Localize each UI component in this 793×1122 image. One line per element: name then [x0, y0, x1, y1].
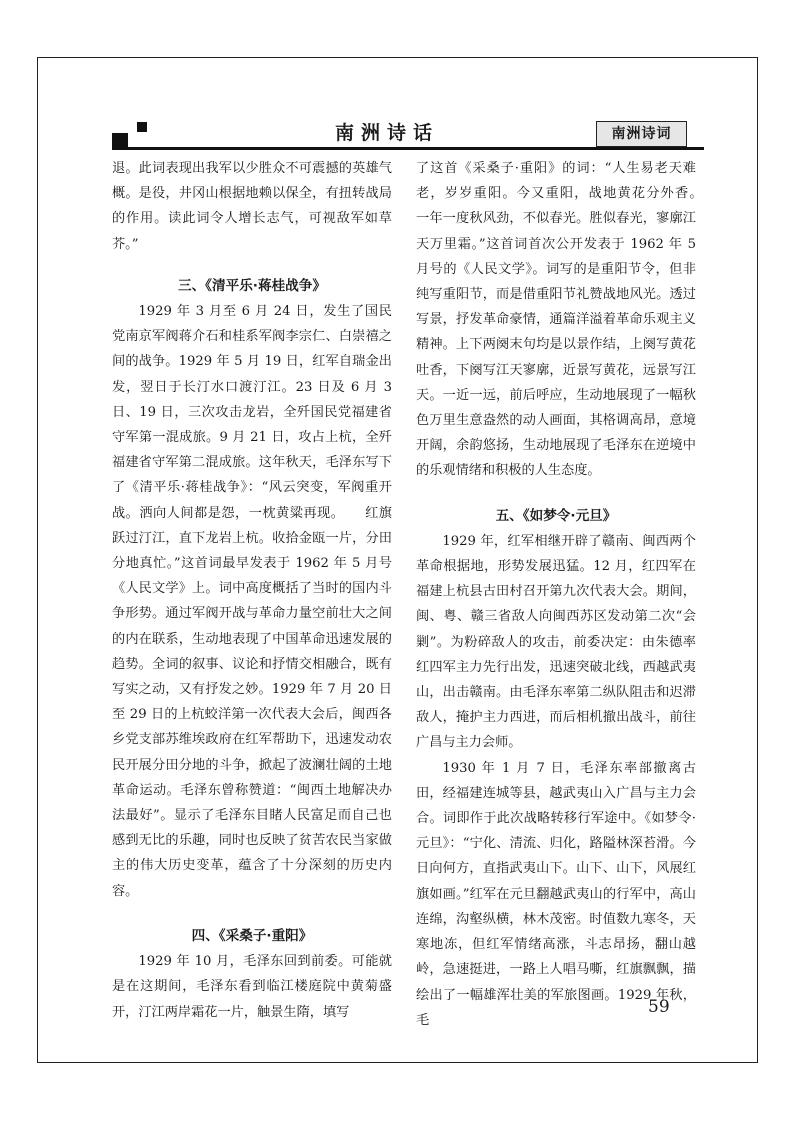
section-heading: 三、《清平乐·蒋桂战争》 [178, 277, 326, 294]
header-square-small [137, 122, 147, 132]
paragraph: 退。此词表现出我军以少胜众不可震撼的英雄气概。是役，井冈山根据地赖以保全，有扭转战局的作用。读此词令人增长志气，可视敌军如草芥。” [112, 161, 392, 252]
left-column [112, 156, 392, 1025]
paragraph: 了这首《采桑子·重阳》的词：“人生易老天难老，岁岁重阳。今又重阳，战地黄花分外香。 一年一度秋风劲，不似春光。胜似春光，寥廓江天万里霜。”这首词首次公开发表于 1962 年 5 月号的《人民文学》。词写的是重阳节令，但非纯写重阳节，而是借重阳节礼赞战地风光。透过写景，抒发革命豪情，通篇洋溢着革命乐观主义精神。上下两阕末句均是以景作结，上阕写黄花吐香，下阕写江天寥廓，近景写黄花，远景写江天。一近一远，前后呼应，生动地展现了一幅秋色万里生意盎然的动人画面，其格调高昂，意境开阔，余韵悠扬，生动地展现了毛泽东在逆境中的乐观情绪和积极的人生态度。 [416, 161, 723, 479]
spacer [416, 484, 696, 504]
running-header-title: 南洲诗话 [335, 122, 440, 144]
paragraph: 1929 年，红军相继开辟了赣南、闽西两个革命根据地，形势发展迅猛。12 月，红四军在福建上杭县古田村召开第九次代表大会。期间，闽、粤、赣三省敌人向闽西苏区发动第二次“会剿”。为粉碎敌人的攻击，前委决定：由朱德率红四军主力先行出发，迅速突破北线，西越武夷山，出击赣南。由毛泽东率第二纵队阻击和迟滞敌人，掩护主力西进，而后相机撤出战斗，前往广昌与主力会师。 [416, 533, 696, 751]
paragraph: 1929 年 3 月至 6 月 24 日，发生了国民党南京军阀蒋介石和桂系军阀李宗仁、白崇禧之间的战争。1929 年 5 月 19 日，红军自瑞金出发，翌日于长汀水口渡汀江。23 日及 6 月 3 日、19 日，三次攻击龙岩，全歼国民党福建省守军第一混成旅。9 月 21 日，攻占上杭，全歼福建省守军第二混成旅。这年秋天，毛泽东写下了《清平乐·蒋桂战争》：“风云突变，军阀重开战。洒向人间都是怨，一枕黄粱再现。 红旗跃过汀江，直下龙岩上杭。收拾金瓯一片，分田分地真忙。”这首词最早发表于 1962 年 5 月号《人民文学》上。词中高度概括了当时的国内斗争形势。通过军阀开战与革命力量空前壮大之间的内在联系，生动地表现了中国革命迅速发展的趋势。全词的叙事、议论和抒情交相融合，既有写实之动，又有抒发之妙。1929 年 7 月 20 日至 29 日的上杭蛟洋第一次代表大会后，闽西各乡党支部苏维埃政府在红军帮助下，迅速发动农民开展分田分地的斗争，掀起了波澜壮阔的土地革命运动。毛泽东曾称赞道：“闽西土地解决办法最好”。显示了毛泽东目睹人民富足而自己也感到无比的乐趣，同时也反映了贫苦农民当家做主的伟大历史变革，蕴含了十分深刻的历史内容。 [112, 304, 392, 899]
section-heading: 五、《如梦令·元旦》 [495, 507, 617, 524]
right-column [416, 156, 723, 1033]
section-badge: 南洲诗词 [596, 121, 687, 147]
paragraph: 1929 年 10 月，毛泽东回到前委。可能就是在这期间，毛泽东看到临江楼庭院中黄菊盛开，汀江两岸霜花一片，触景生隋，填写 [112, 954, 392, 1020]
header-rule [112, 147, 704, 150]
spacer [112, 257, 392, 274]
page-number: 59 [648, 997, 670, 1017]
paragraph: 1930 年 1 月 7 日，毛泽东率部撤离古田，经福建连城等县，越武夷山入广昌与主力会合。词即作于此次战略转移行军途中。《如梦令·元旦》：“宁化、清流、归化，路隘林深苔滑。今日向何方，直指武夷山下。山下、山下，风展红旗如画。”红军在元旦翻越武夷山的行军中，高山连绵，沟壑纵横，林木茂密。时值数九寒冬，天寒地冻，但红军情绪高涨，斗志昂扬，翻山越岭，急速挺进，一路上人唱马嘶，红旗飘飘，描绘出了一幅雄浑壮美的军旅图画。1929 年秋，毛 [416, 760, 696, 1028]
section-heading: 四、《采桑子·重阳》 [191, 927, 313, 944]
spacer [112, 904, 392, 924]
